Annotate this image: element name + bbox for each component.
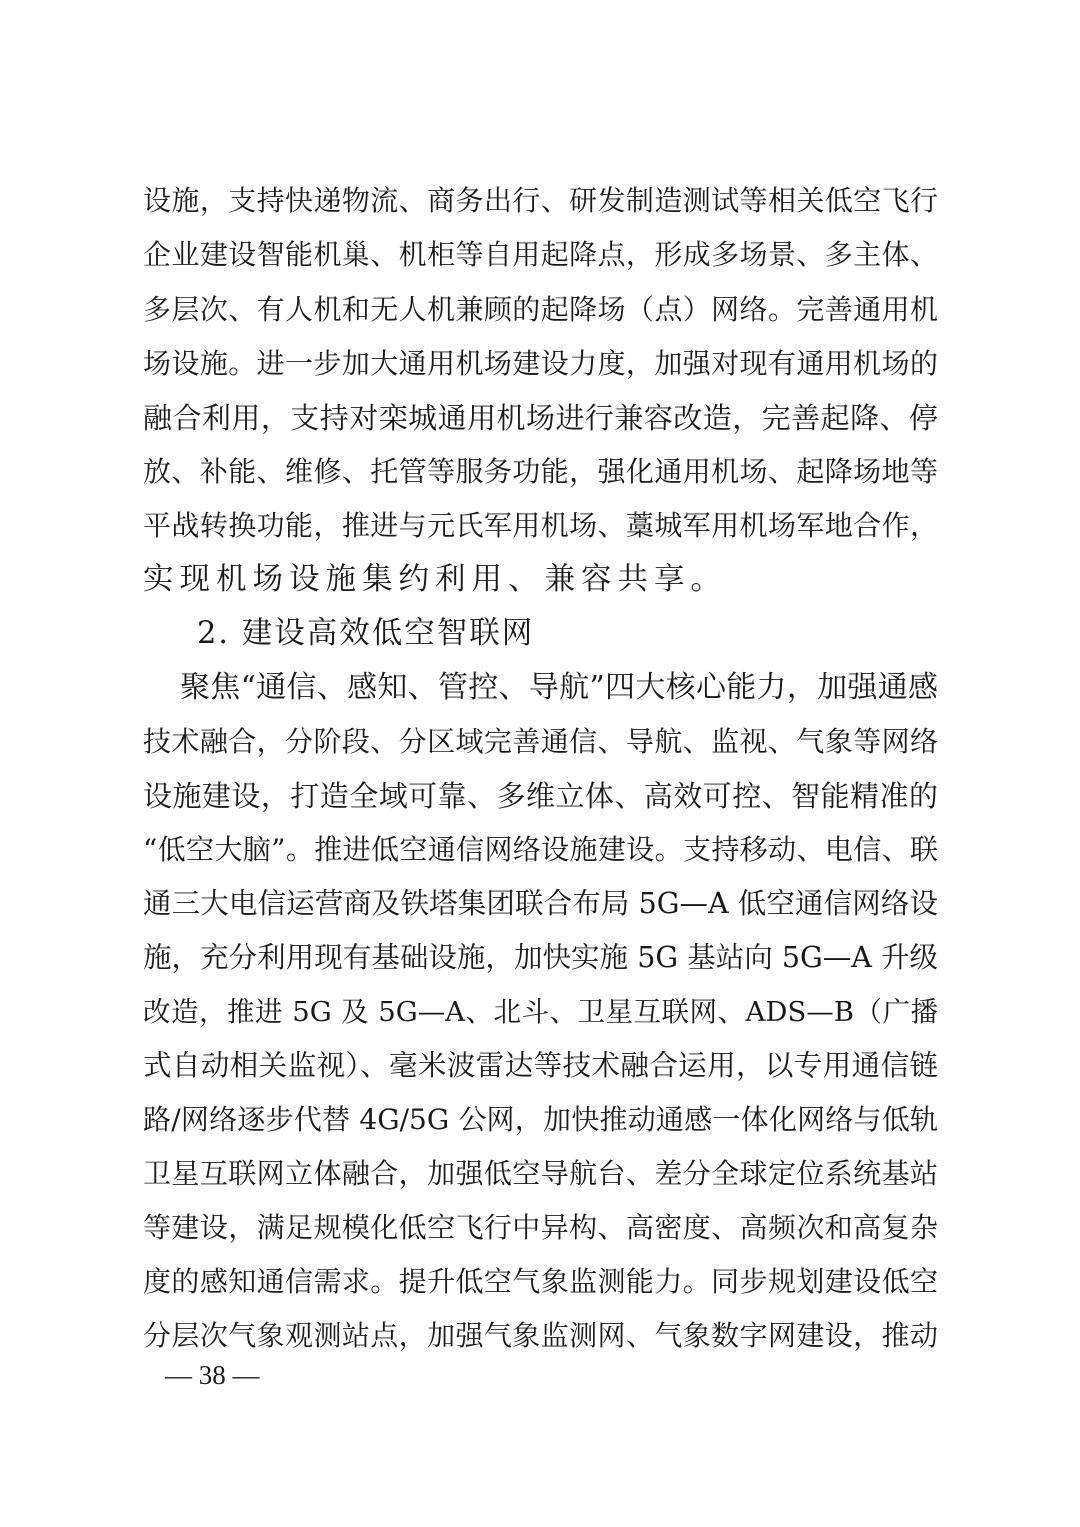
text-line-13: “低空大脑”。推进低空通信网络设施建设。支持移动、电信、联 <box>143 833 938 866</box>
text-line-3: 多层次、有人机和无人机兼顾的起降场（点）网络。完善通用机 <box>143 293 938 326</box>
text-line-17: 式自动相关监视）、毫米波雷达等技术融合运用，以专用通信链 <box>143 1049 938 1082</box>
text-line-5: 融合利用，支持对栾城通用机场进行兼容改造，完善起降、停 <box>143 401 938 435</box>
text-line-14: 通三大电信运营商及铁塔集团联合布局 5G—A 低空通信网络设 <box>143 887 938 920</box>
text-line-11: 技术融合，分阶段、分区域完善通信、导航、监视、气象等网络 <box>143 725 938 758</box>
text-line-2: 企业建设智能机巢、机柜等自用起降点，形成多场景、多主体、 <box>143 238 938 271</box>
page-number: — 38 — <box>165 1360 260 1390</box>
text-line-7: 平战转换功能，推进与元氏军用机场、藁城军用机场军地合作， <box>143 509 938 542</box>
text-line-15: 施，充分利用现有基础设施，加快实施 5G 基站向 5G—A 升级 <box>143 941 938 974</box>
text-line-21: 度的感知通信需求。提升低空气象监测能力。同步规划建设低空 <box>143 1265 938 1298</box>
text-line-1: 设施，支持快递物流、商务出行、研发制造测试等相关低空飞行 <box>143 184 938 217</box>
text-line-19: 卫星互联网立体融合，加强低空导航台、差分全球定位系统基站 <box>143 1157 938 1190</box>
text-line-18: 路/网络逐步代替 4G/5G 公网，加快推动通感一体化网络与低轨 <box>143 1103 938 1136</box>
section-heading: 2. 建设高效低空智联网 <box>197 616 535 651</box>
text-line-20: 等建设，满足规模化低空飞行中异构、高密度、高频次和高复杂 <box>143 1211 938 1244</box>
text-line-16: 改造，推进 5G 及 5G—A、北斗、卫星互联网、ADS—B（广播 <box>143 996 938 1028</box>
text-line-6: 放、补能、维修、托管等服务功能，强化通用机场、起降场地等 <box>143 455 938 488</box>
text-line-8: 实现机场设施集约利用、兼容共享。 <box>143 562 727 597</box>
text-line-22: 分层次气象观测站点，加强气象监测网、气象数字网建设，推动 <box>143 1319 938 1352</box>
text-line-10: 聚焦“通信、感知、管控、导航”四大核心能力，加强通感 <box>180 670 938 705</box>
text-line-12: 设施建设，打造全域可靠、多维立体、高效可控、智能精准的 <box>143 779 938 813</box>
text-line-4: 场设施。进一步加大通用机场建设力度，加强对现有通用机场的 <box>143 347 938 380</box>
